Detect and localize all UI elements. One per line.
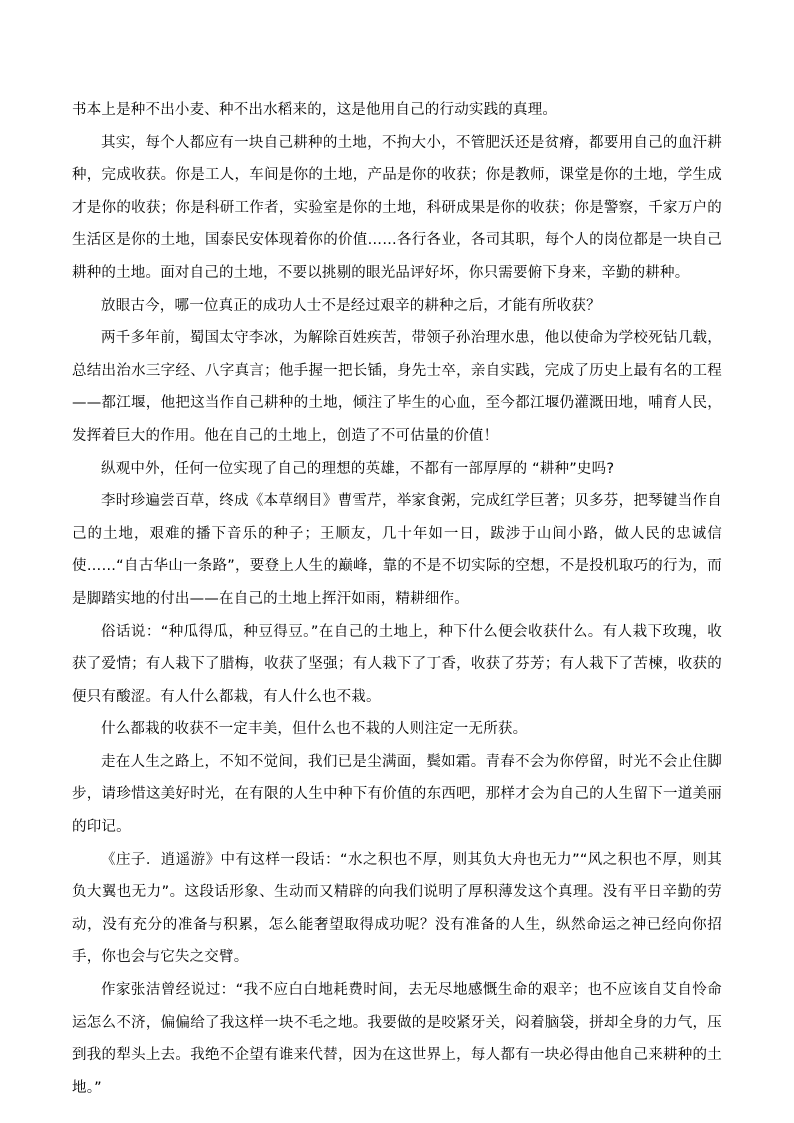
paragraph-heroes: 纵观中外，任何一位实现了自己的理想的英雄，不都有一部厚厚的 “耕种”史吗?: [101, 460, 615, 477]
paragraph-zhuangzi: 《庄子．逍遥游》中有这样一段话：“水之积也不厚，则其负大舟也无力”“风之积也不厚，则其负大翼也无力”。这段话形象、生动而又精辟的向我们说明了厚积薄发这个真理。没有平日辛勤的劳动，没有充分的准备与积累，怎么能奢望取得成功呢？没有准备的人生，纵然命运之神已经向你招手，你也会与它失之交臂。: [72, 851, 722, 966]
paragraph-zhang-jie: 作家张洁曾经说过：“我不应白白地耗费时间，去无尽地感慨生命的艰辛；也不应该自艾自怜命运怎么不济，偏偏给了我这样一块不毛之地。我要做的是咬紧牙关，闷着脑袋，拼却全身的力气，压到我的犁头上去。我绝不企望有谁来代替，因为在这世界上，每人都有一块必得由他自己来耕种的土地。”: [72, 982, 722, 1096]
paragraph-examples: 李时珍遍尝百草，终成《本草纲目》曹雪芹，举家食粥，完成红学巨著；贝多芬，把琴键当作自己的土地，艰难的播下音乐的种子；王顺友，几十年如一日，跋涉于山间小路，做人民的忠诚信使……“自古华山一条路”，要登上人生的巅峰，靠的不是不切实际的空想，不是投机取巧的行为，而是脚踏实地的付出——在自己的土地上挥汗如雨，精耕细作。: [72, 493, 722, 607]
paragraph-own-land: 其实，每个人都应有一块自己耕种的土地，不拘大小，不管肥沃还是贫瘠，都要用自己的血汗耕种，完成收获。你是工人，车间是你的土地，产品是你的收获；你是教师，课堂是你的土地，学生成才是你的收获；你是科研工作者，实验室是你的土地，科研成果是你的收获；你是警察，千家万户的生活区是你的土地，国泰民安体现着你的价值……各行各业，各司其职，每个人的岗位都是一块自己耕种的土地。面对自己的土地，不要以挑剔的眼光品评好坏，你只需要俯下身来，辛勤的耕种。: [72, 134, 722, 281]
paragraph-li-bing: 两千多年前，蜀国太守李冰，为解除百姓疾苦，带领子孙治理水患，他以使命为学校死钻几载，总结出治水三字经、八字真言；他手握一把长锸，身先士卒，亲自实践，完成了历史上最有名的工程——都江堰，他把这当作自己耕种的土地，倾注了毕生的心血，至今都江堰仍灌溉田地，哺育人民，发挥着巨大的作用。他在自己的土地上，创造了不可估量的价值！: [72, 330, 722, 444]
document-body: [72, 94, 722, 1104]
paragraph-question: 放眼古今，哪一位真正的成功人士不是经过艰辛的耕种之后，才能有所收获？: [101, 297, 601, 314]
paragraph-continuation: 书本上是种不出小麦、种不出水稻来的，这是他用自己的行动实践的真理。: [72, 102, 558, 118]
paragraph-harvest: 什么都栽的收获不一定丰美，但什么也不栽的人则注定一无所获。: [101, 721, 528, 738]
paragraph-life-road: 走在人生之路上，不知不觉间，我们已是尘满面，鬓如霜。青春不会为你停留，时光不会止住脚步，请珍惜这美好时光，在有限的人生中种下有价值的东西吧，那样才会为自己的人生留下一道美丽的印记。: [72, 753, 722, 836]
paragraph-proverb: 俗话说：“种瓜得瓜，种豆得豆。”在自己的土地上，种下什么便会收获什么。有人栽下玫瑰，收获了爱情；有人栽下了腊梅，收获了坚强；有人栽下了丁香，收获了芬芳；有人栽下了苦楝，收获的便只有酸涩。有人什么都栽，有人什么也不栽。: [72, 623, 722, 705]
